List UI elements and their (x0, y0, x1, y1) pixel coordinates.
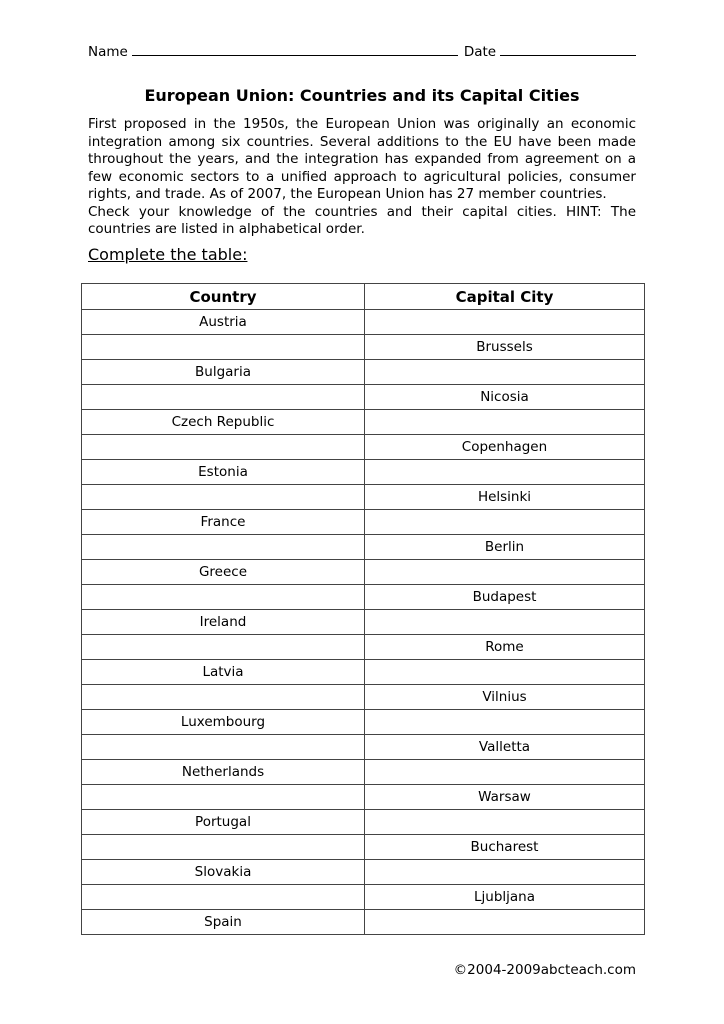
table-row (82, 410, 645, 435)
country-cell: Bulgaria (82, 360, 365, 385)
table-row (82, 785, 645, 810)
table-row (82, 660, 645, 685)
table-row (82, 360, 645, 385)
name-label: Name (88, 44, 128, 60)
country-cell[interactable] (82, 785, 365, 810)
capital-cell[interactable] (365, 860, 645, 885)
table-row (82, 835, 645, 860)
date-blank[interactable] (500, 41, 636, 56)
country-cell[interactable] (82, 585, 365, 610)
country-cell: France (82, 510, 365, 535)
table-row (82, 535, 645, 560)
capital-cell[interactable] (365, 710, 645, 735)
country-cell[interactable] (82, 685, 365, 710)
country-cell: Greece (82, 560, 365, 585)
table-row (82, 435, 645, 460)
country-cell[interactable] (82, 435, 365, 460)
country-cell: Spain (82, 910, 365, 935)
table-row (82, 760, 645, 785)
capital-cell: Rome (365, 635, 645, 660)
capital-cell[interactable] (365, 410, 645, 435)
capital-cell: Nicosia (365, 385, 645, 410)
capital-cell[interactable] (365, 560, 645, 585)
capital-cell: Bucharest (365, 835, 645, 860)
capital-cell: Helsinki (365, 485, 645, 510)
table-row (82, 685, 645, 710)
capital-cell: Copenhagen (365, 435, 645, 460)
capital-cell: Budapest (365, 585, 645, 610)
capital-cell[interactable] (365, 660, 645, 685)
capital-cell: Berlin (365, 535, 645, 560)
table-row (82, 510, 645, 535)
copyright-footer: ©2004-2009abcteach.com (453, 962, 636, 978)
name-date-line (88, 41, 636, 60)
capital-cell: Ljubljana (365, 885, 645, 910)
capital-cell[interactable] (365, 310, 645, 335)
country-cell: Slovakia (82, 860, 365, 885)
header-country: Country (82, 284, 365, 310)
country-cell: Netherlands (82, 760, 365, 785)
country-cell: Estonia (82, 460, 365, 485)
table-row (82, 385, 645, 410)
capital-cell: Valletta (365, 735, 645, 760)
page-title: European Union: Countries and its Capital Cities (144, 86, 580, 105)
capital-cell[interactable] (365, 510, 645, 535)
table-row (82, 635, 645, 660)
table-row (82, 585, 645, 610)
table-row (82, 735, 645, 760)
capital-cell[interactable] (365, 610, 645, 635)
country-cell[interactable] (82, 485, 365, 510)
name-blank[interactable] (132, 41, 458, 56)
country-cell: Ireland (82, 610, 365, 635)
table-row (82, 910, 645, 935)
table-header-row (82, 284, 645, 310)
capital-cell: Warsaw (365, 785, 645, 810)
table-row (82, 885, 645, 910)
intro-paragraph: First proposed in the 1950s, the European Union was originally an economic integration among six countries. Several additions to the EU have been made throughout the years, and the integration has expanded from agreement on a few economic sectors to a unified approach to agricultural policies, consumer rights, and trade. As of 2007, the European Union has 27 member countries. (88, 116, 636, 202)
table-row (82, 710, 645, 735)
header-capital-city: Capital City (365, 284, 645, 310)
country-cell[interactable] (82, 385, 365, 410)
country-cell[interactable] (82, 885, 365, 910)
country-cell: Latvia (82, 660, 365, 685)
country-cell: Luxembourg (82, 710, 365, 735)
capital-cell[interactable] (365, 810, 645, 835)
capital-cell[interactable] (365, 360, 645, 385)
instruction-label: Complete the table: (88, 245, 248, 264)
country-cell[interactable] (82, 635, 365, 660)
table-row (82, 460, 645, 485)
country-cell: Portugal (82, 810, 365, 835)
country-cell[interactable] (82, 735, 365, 760)
capital-cell[interactable] (365, 460, 645, 485)
country-capital-table (81, 283, 645, 935)
table-body (82, 310, 645, 935)
country-cell: Czech Republic (82, 410, 365, 435)
country-cell[interactable] (82, 535, 365, 560)
country-cell: Austria (82, 310, 365, 335)
hint-paragraph: Check your knowledge of the countries and their capital cities. HINT: The countries are listed in alphabetical order. (88, 203, 636, 237)
capital-cell[interactable] (365, 760, 645, 785)
country-cell[interactable] (82, 835, 365, 860)
date-label: Date (463, 44, 497, 60)
table-row (82, 335, 645, 360)
table-row (82, 610, 645, 635)
capital-cell: Brussels (365, 335, 645, 360)
capital-cell[interactable] (365, 910, 645, 935)
table-row (82, 810, 645, 835)
country-cell[interactable] (82, 335, 365, 360)
capital-cell: Vilnius (365, 685, 645, 710)
intro-text (88, 116, 636, 239)
table-row (82, 860, 645, 885)
table-row (82, 310, 645, 335)
table-row (82, 560, 645, 585)
table-row (82, 485, 645, 510)
